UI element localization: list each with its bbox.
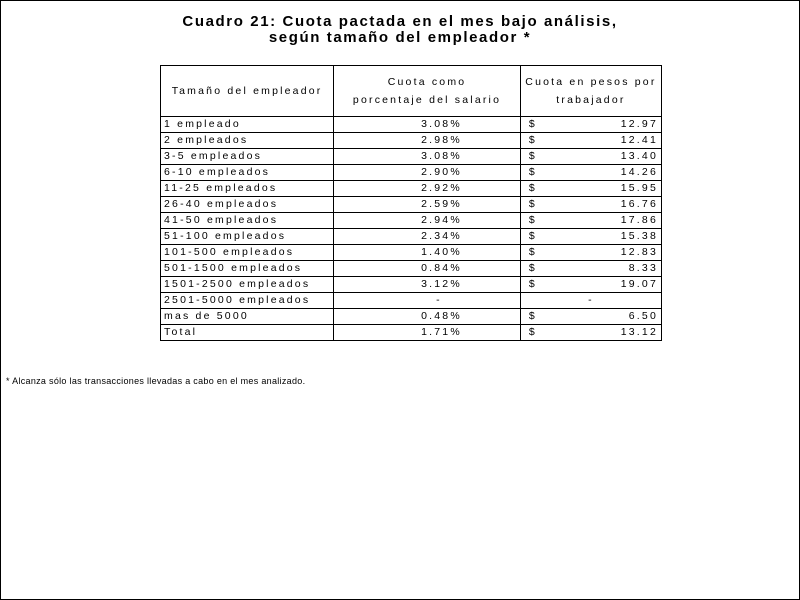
cell-pesos-per-worker <box>520 309 661 325</box>
cell-pct-salary: 2.59% <box>334 197 521 213</box>
cell-pct-salary: 1.40% <box>334 245 521 261</box>
table-row <box>161 181 662 197</box>
amount-value: 16.76 <box>620 198 658 210</box>
currency-symbol: $ <box>528 246 537 258</box>
table-body <box>161 117 662 341</box>
table-row <box>161 309 662 325</box>
table-row <box>161 229 662 245</box>
currency-symbol: $ <box>528 182 537 194</box>
cell-pesos-per-worker <box>520 197 661 213</box>
table-title <box>0 14 800 46</box>
cell-pesos-per-worker <box>520 181 661 197</box>
header-pct-line2: porcentaje del salario <box>352 94 502 106</box>
cell-employer-size: 3-5 empleados <box>161 149 334 165</box>
amount-value: - <box>588 294 594 306</box>
table-row <box>161 165 662 181</box>
amount-value: 12.41 <box>620 134 658 146</box>
currency-symbol: $ <box>528 150 537 162</box>
amount-value: 13.12 <box>620 326 658 338</box>
cell-pesos-per-worker <box>520 149 661 165</box>
header-row <box>161 66 662 117</box>
cell-employer-size: 2501-5000 empleados <box>161 293 334 309</box>
footnote: * Alcanza sólo las transacciones llevadas a cabo en el mes analizado. <box>6 376 306 386</box>
cell-employer-size: 101-500 empleados <box>161 245 334 261</box>
cell-employer-size: 6-10 empleados <box>161 165 334 181</box>
currency-symbol: $ <box>528 230 537 242</box>
amount-value: 15.95 <box>620 182 658 194</box>
currency-symbol: $ <box>528 166 537 178</box>
cell-pesos-per-worker <box>520 293 661 309</box>
title-line-1: Cuadro 21: Cuota pactada en el mes bajo análisis, <box>182 13 618 30</box>
table-row <box>161 261 662 277</box>
cell-employer-size: 11-25 empleados <box>161 181 334 197</box>
cell-employer-size: 41-50 empleados <box>161 213 334 229</box>
cell-pesos-per-worker <box>520 245 661 261</box>
cell-pct-salary: 0.84% <box>334 261 521 277</box>
title-line-2: según tamaño del empleador * <box>268 29 532 46</box>
cell-employer-size: 51-100 empleados <box>161 229 334 245</box>
cell-pesos-per-worker <box>520 117 661 133</box>
header-pesos-line1: Cuota en pesos por <box>525 76 657 88</box>
cell-pct-salary: 3.12% <box>334 277 521 293</box>
header-pct-line1: Cuota como <box>387 76 467 88</box>
cell-pesos-per-worker <box>520 229 661 245</box>
cell-employer-size: 2 empleados <box>161 133 334 149</box>
amount-value: 12.83 <box>620 246 658 258</box>
cell-pesos-per-worker <box>520 277 661 293</box>
table-row <box>161 325 662 341</box>
amount-value: 14.26 <box>620 166 658 178</box>
table-row <box>161 277 662 293</box>
table-row <box>161 293 662 309</box>
table-row <box>161 197 662 213</box>
currency-symbol: $ <box>528 134 537 146</box>
cell-employer-size: 1 empleado <box>161 117 334 133</box>
header-pesos-per-worker <box>520 66 661 117</box>
cell-employer-size: 1501-2500 empleados <box>161 277 334 293</box>
amount-value: 13.40 <box>620 150 658 162</box>
cell-pct-salary: 0.48% <box>334 309 521 325</box>
header-pesos-line2: trabajador <box>556 94 626 106</box>
currency-symbol: $ <box>528 326 537 338</box>
cell-pesos-per-worker <box>520 165 661 181</box>
cell-pct-salary: 3.08% <box>334 117 521 133</box>
header-employer-size-label: Tamaño del empleador <box>171 85 323 97</box>
cell-pct-salary: - <box>334 293 521 309</box>
amount-value: 6.50 <box>628 310 658 322</box>
cell-pesos-per-worker <box>520 133 661 149</box>
currency-symbol: $ <box>528 310 537 322</box>
cell-pesos-per-worker <box>520 261 661 277</box>
cell-pct-salary: 2.92% <box>334 181 521 197</box>
currency-symbol: $ <box>528 278 537 290</box>
cell-pesos-per-worker <box>520 325 661 341</box>
currency-symbol: $ <box>528 214 537 226</box>
table-row <box>161 213 662 229</box>
amount-value: 12.97 <box>620 118 658 130</box>
table-row <box>161 149 662 165</box>
cell-employer-size: Total <box>161 325 334 341</box>
cell-employer-size: 501-1500 empleados <box>161 261 334 277</box>
table-row <box>161 117 662 133</box>
header-pct-salary <box>334 66 521 117</box>
cell-pct-salary: 3.08% <box>334 149 521 165</box>
cell-pct-salary: 1.71% <box>334 325 521 341</box>
cell-employer-size: mas de 5000 <box>161 309 334 325</box>
cell-pesos-per-worker <box>520 213 661 229</box>
amount-value: 17.86 <box>620 214 658 226</box>
currency-symbol: $ <box>528 198 537 210</box>
data-table <box>160 65 662 341</box>
cell-pct-salary: 2.90% <box>334 165 521 181</box>
header-employer-size <box>161 66 334 117</box>
amount-value: 19.07 <box>620 278 658 290</box>
currency-symbol: $ <box>528 262 537 274</box>
cell-pct-salary: 2.98% <box>334 133 521 149</box>
amount-value: 8.33 <box>628 262 658 274</box>
currency-symbol: $ <box>528 118 537 130</box>
amount-value: 15.38 <box>620 230 658 242</box>
table-row <box>161 245 662 261</box>
cell-pct-salary: 2.94% <box>334 213 521 229</box>
cell-pct-salary: 2.34% <box>334 229 521 245</box>
cell-employer-size: 26-40 empleados <box>161 197 334 213</box>
table-row <box>161 133 662 149</box>
